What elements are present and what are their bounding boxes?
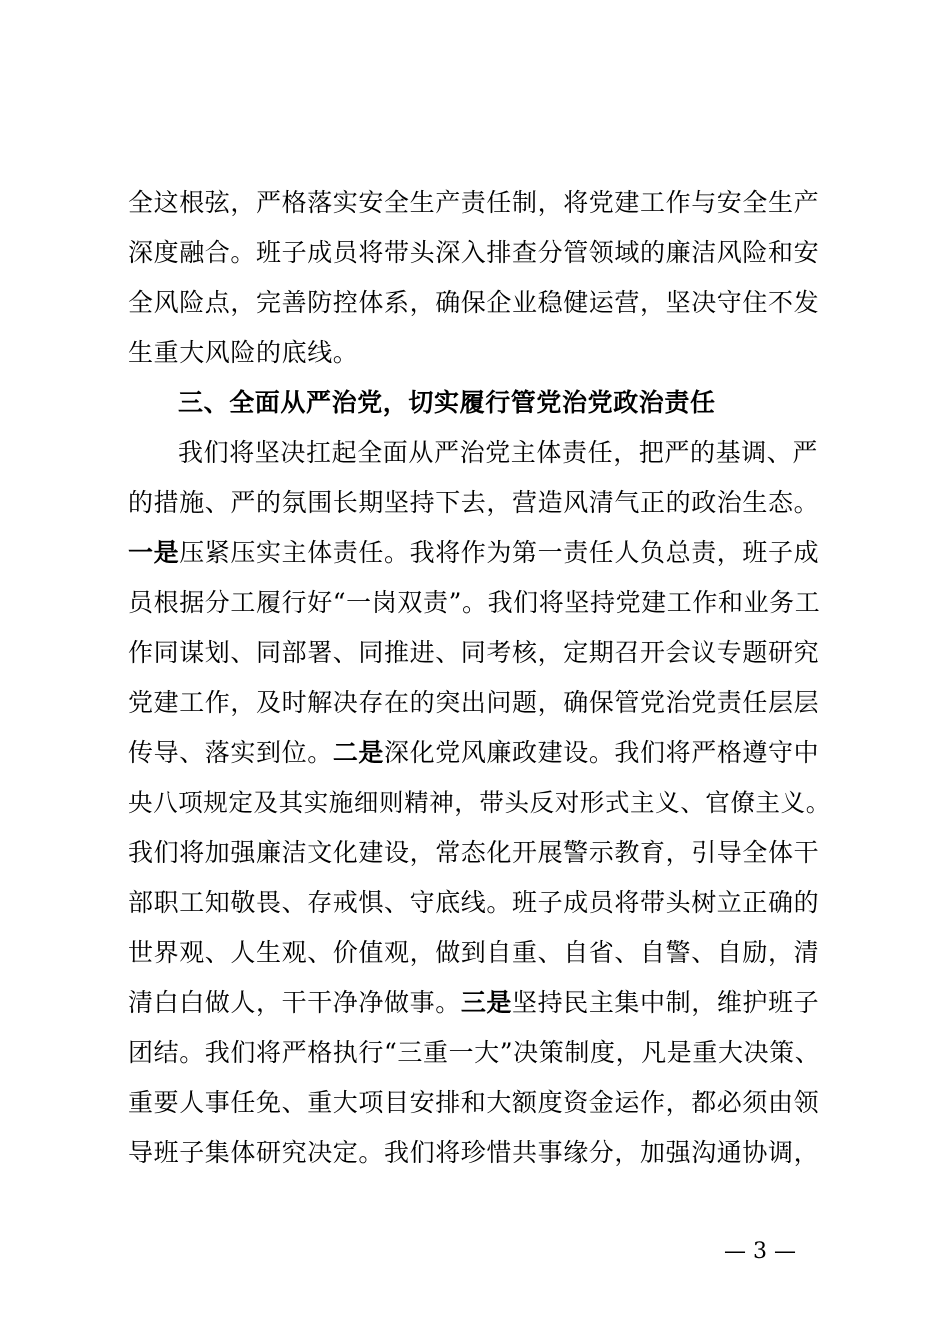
body-text: 清白白做人，干干净净做事。 (128, 988, 461, 1017)
body-text: 作同谋划、同部署、同推进、同考核，定期召开会议专题研究 (128, 638, 820, 667)
body-line (128, 188, 819, 218)
body-line (128, 1038, 820, 1068)
body-text: 党建工作，及时解决存在的突出问题，确保管党治党责任层层 (128, 688, 820, 717)
body-line (128, 888, 819, 918)
body-line (128, 538, 819, 568)
body-text: 生重大风险的底线。 (128, 338, 359, 367)
bold-marker: 一是 (128, 538, 180, 567)
body-line (128, 638, 819, 668)
body-line (128, 588, 820, 618)
bold-marker: 二是 (332, 738, 385, 767)
body-line (128, 1138, 819, 1168)
body-text: 团结。我们将严格执行“三重一大”决策制度，凡是重大决策、 (128, 1038, 821, 1067)
page-number: — 3 — (724, 1239, 796, 1264)
body-text: 我们将坚决扛起全面从严治党主体责任，把严的基调、严 (178, 438, 819, 467)
body-line (128, 788, 831, 818)
body-line (128, 688, 819, 718)
body-text: 压紧压实主体责任。我将作为第一责任人负总责，班子成 (179, 538, 820, 567)
body-text: 世界观、人生观、价值观，做到自重、自省、自警、自励，清 (128, 938, 820, 967)
body-text: 传导、落实到位。 (128, 738, 333, 767)
body-text: 央八项规定及其实施细则精神，带头反对形式主义、官僚主义。 (128, 788, 831, 817)
body-line (128, 488, 819, 518)
body-line (128, 738, 819, 768)
body-text: 部职工知敬畏、存戒惧、守底线。班子成员将带头树立正确的 (128, 888, 820, 917)
body-text: 全这根弦，严格落实安全生产责任制，将党建工作与安全生产 (128, 188, 820, 217)
section-heading-text: 三、全面从严治党，切实履行管党治党政治责任 (178, 388, 716, 417)
body-text: 重要人事任免、重大项目安排和大额度资金运作，都必须由领 (128, 1088, 820, 1117)
body-line (128, 938, 819, 968)
body-text: 坚持民主集中制，维护班子 (512, 988, 820, 1017)
body-text: 导班子集体研究决定。我们将珍惜共事缘分，加强沟通协调， (128, 1138, 820, 1167)
section-heading (178, 388, 716, 418)
body-text: 我们将加强廉洁文化建设，常态化开展警示教育，引导全体干 (128, 838, 820, 867)
body-text: 深度融合。班子成员将带头深入排查分管领域的廉洁风险和安 (128, 238, 820, 267)
body-text: 深化党风廉政建设。我们将严格遵守中 (384, 738, 820, 767)
body-line (128, 288, 819, 318)
body-line (128, 838, 819, 868)
body-text: 的措施、严的氛围长期坚持下去，营造风清气正的政治生态。 (128, 488, 820, 517)
body-line (128, 238, 819, 268)
bold-marker: 三是 (460, 988, 513, 1017)
body-line (178, 438, 818, 468)
body-text: 员根据分工履行好“一岗双责”。我们将坚持党建工作和业务工 (128, 588, 821, 617)
body-line (128, 338, 358, 368)
body-line (128, 1088, 819, 1118)
body-line (128, 988, 819, 1018)
body-text: 全风险点，完善防控体系，确保企业稳健运营，坚决守住不发 (128, 288, 820, 317)
